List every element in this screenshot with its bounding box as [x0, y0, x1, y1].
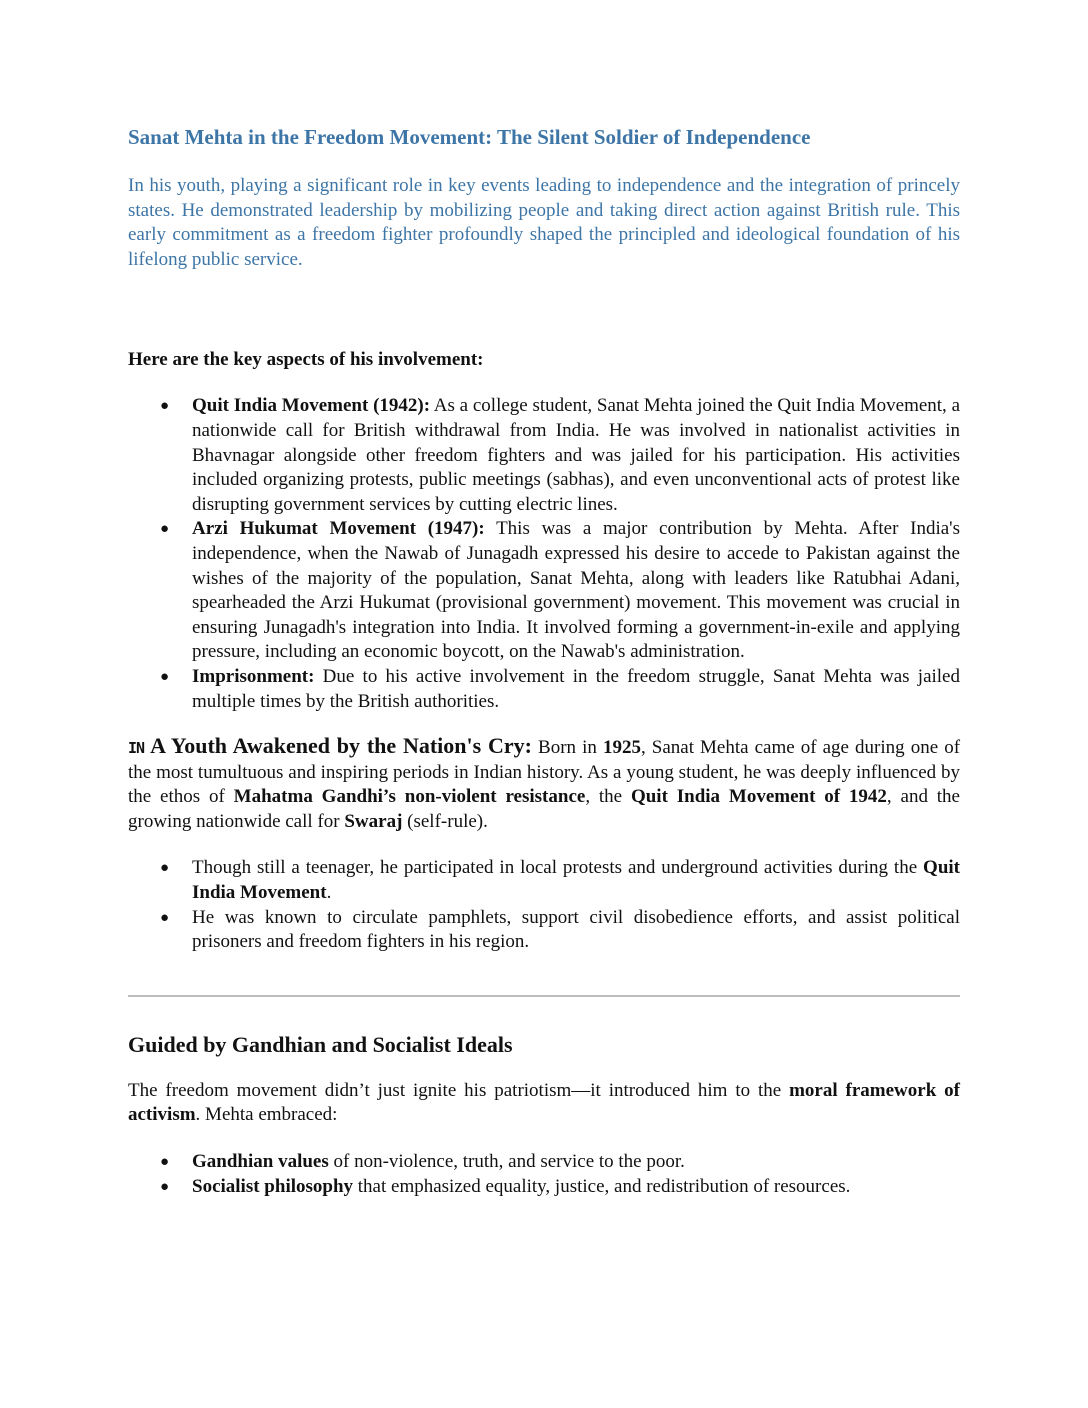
bullet-icon: ●	[160, 521, 170, 538]
text-run: , Sanat Mehta came of age during one of the most tumultuous and inspiring periods in Indian history. As a young student, he was deeply influenced by the ethos of	[128, 737, 961, 808]
in-mark: IN	[128, 739, 145, 758]
item-text: Due to his active involvement in the freedom struggle, Sanat Mehta was jailed multiple times by the British authorities.	[192, 665, 960, 712]
text-run: , and the growing nationwide call for	[128, 786, 960, 832]
item-text: This was a major contribution by Mehta. After India's independence, when the Nawab of Junagadh expressed his desire to accede to Pakistan against the wishes of the majority of the population, Sanat Mehta, along with leaders like Ratubhai Adani, spearheaded the Arzi Hukumat (provisional government) movement. This movement was crucial in ensuring Junagadh's integration into India. It involved forming a government-in-exile and applying pressure, including an economic boycott, on the Nawab's administration.	[192, 518, 960, 663]
section-heading: Guided by Gandhian and Socialist Ideals	[128, 1031, 513, 1057]
bold-run: moral framework of activism	[128, 1079, 961, 1126]
bold-run: Mahatma Gandhi’s non-violent resistance	[233, 786, 586, 808]
bold-run: Swaraj	[344, 810, 403, 832]
bullet-icon: ●	[160, 860, 170, 877]
item-label: Arzi Hukumat Movement (1947):	[192, 518, 485, 540]
list-item	[128, 906, 960, 955]
text-run: Born in	[532, 737, 603, 759]
ideals-paragraph	[128, 1079, 960, 1128]
bullet-icon: ●	[160, 1154, 170, 1171]
page-title: Sanat Mehta in the Freedom Movement: The Silent Soldier of Independence	[128, 125, 811, 149]
youth-paragraph	[128, 734, 960, 834]
item-text: He was known to circulate pamphlets, support civil disobedience efforts, and assist political prisoners and freedom fighters in his region.	[192, 906, 960, 953]
birth-year: 1925	[602, 737, 641, 759]
text-run: , the	[585, 786, 631, 808]
item-label: Quit India Movement (1942):	[192, 395, 431, 417]
item-bold: Quit India Movement	[192, 857, 960, 904]
list-item	[128, 856, 960, 905]
youth-list	[128, 856, 960, 954]
bullet-icon: ●	[160, 909, 170, 926]
item-text: .	[326, 882, 332, 904]
document-content	[128, 124, 960, 1199]
list-item	[128, 1150, 960, 1175]
list-item	[128, 665, 960, 714]
item-label: Socialist philosophy	[192, 1175, 354, 1197]
list-item	[128, 517, 960, 665]
item-text: As a college student, Sanat Mehta joined the Quit India Movement, a nationwide call for British withdrawal from India. He was involved in nationalist activities in Bhavnagar alongside other freedom fighters and was jailed for his participation. His activities included organizing protests, public meetings (sabhas), and even unconventional acts of protest like disrupting government services by cutting electric lines.	[192, 395, 961, 515]
item-text: that emphasized equality, justice, and redistribution of resources.	[353, 1175, 851, 1197]
text-run: The freedom movement didn’t just ignite his patriotism—it introduced him to the	[128, 1079, 790, 1101]
bullet-icon: ●	[160, 668, 170, 685]
aspects-heading: Here are the key aspects of his involvement:	[128, 349, 484, 371]
item-label: Gandhian values	[192, 1151, 329, 1173]
bullet-icon: ●	[160, 1178, 170, 1195]
intro-paragraph: In his youth, playing a significant role in key events leading to independence and the integration of princely states. He demonstrated leadership by mobilizing people and taking direct action against British rule. This early commitment as a freedom fighter profoundly shaped the principled and ideological foundation of his lifelong public service.	[128, 175, 960, 270]
item-text: Though still a teenager, he participated in local protests and underground activities during the	[192, 857, 924, 879]
ideals-list	[128, 1150, 960, 1199]
youth-title: A Youth Awakened by the Nation's Cry:	[150, 733, 532, 759]
item-label: Imprisonment:	[192, 665, 315, 687]
bold-run: Quit India Movement of 1942	[630, 786, 887, 808]
section-divider	[128, 995, 960, 997]
text-run: (self-rule).	[402, 810, 488, 832]
list-item	[128, 394, 960, 517]
item-text: of non-violence, truth, and service to the poor.	[328, 1151, 685, 1173]
list-item	[128, 1175, 960, 1200]
bullet-icon: ●	[160, 398, 170, 415]
text-run: . Mehta embraced:	[195, 1104, 338, 1126]
aspects-list	[128, 394, 960, 714]
